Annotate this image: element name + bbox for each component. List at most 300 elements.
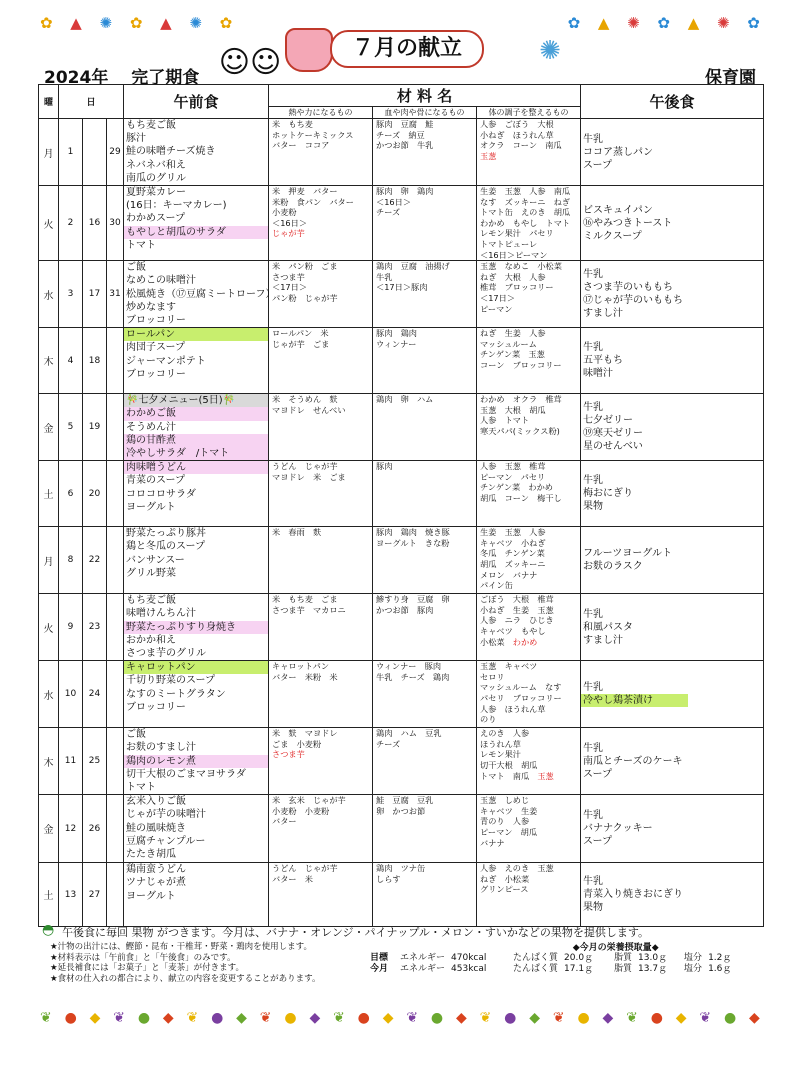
- lunch-item: ロールパン: [124, 328, 268, 341]
- ingredient-line: ねぎ 大根 人参: [480, 271, 546, 282]
- salt-value: 1.6ｇ: [708, 964, 732, 974]
- lunch-item: もち麦ご飯: [126, 120, 177, 131]
- date-cell: 18: [83, 328, 107, 394]
- ingredient-line: 米 もち麦 ごま: [272, 594, 338, 605]
- date-cell: [107, 728, 124, 795]
- snack-item: 牛乳: [583, 742, 604, 754]
- ingredients-header: 材 料 名: [269, 85, 581, 107]
- lunch-cell: [124, 527, 269, 594]
- lunch-item: ブロッコリー: [126, 368, 186, 380]
- ingredient-line: [477, 771, 580, 782]
- date-cell: 11: [59, 728, 83, 795]
- lunch-item: 鮭の味噌チーズ焼き: [126, 146, 216, 158]
- menu-day-row: [39, 728, 764, 795]
- top-decoration: ✿ ▲ ✺ ✿ ▲ ✺ ✿ ✿ ▲ ✺ ✿ ▲ ✺ ✿: [40, 14, 760, 32]
- ingredient-cell-blood: [373, 863, 477, 927]
- snack-item: 果物: [583, 902, 604, 914]
- lunch-item: 味噌けんちん汁: [126, 608, 197, 620]
- ingredient-text: 小松菜: [480, 636, 513, 647]
- snack-item: 梅おにぎり: [583, 488, 634, 500]
- weekday-cell: 火: [39, 186, 59, 261]
- lunch-item: トマト: [126, 782, 157, 794]
- lunch-item: ヨーグルト: [126, 890, 176, 902]
- snack-item: すまし汁: [583, 634, 624, 646]
- snack-cell: [581, 261, 764, 328]
- snack-cell: [581, 186, 764, 261]
- ing-body-header: 体の調子を整えるもの: [477, 107, 581, 119]
- snack-item: 果物: [583, 501, 604, 513]
- ingredient-cell-body: [477, 728, 581, 795]
- ingredient-line: 人参 ほうれん草: [480, 703, 546, 714]
- ingredient-line: わかめ オクラ 椎茸: [480, 394, 562, 405]
- lunch-cell: [124, 394, 269, 461]
- weekday-cell: 金: [39, 795, 59, 863]
- fireworks-icon: ✺: [539, 36, 561, 66]
- lunch-item: 野菜たっぷり豚丼: [126, 528, 207, 540]
- ingredient-line: ピーマン: [480, 303, 513, 314]
- lunch-item: ご飯: [126, 262, 147, 274]
- date-cell: [107, 795, 124, 863]
- lunch-item: 切干大根のごまマヨサラダ: [126, 768, 246, 780]
- ingredient-line: 小ねぎ 生姜 玉葱: [480, 604, 554, 615]
- ingredient-line: 米 パン粉 ごま: [272, 261, 338, 272]
- lunch-item: ジャーマンポテト: [126, 355, 206, 367]
- ingredient-line: ＜16日＞: [272, 217, 308, 228]
- ingredient-cell-blood: [373, 594, 477, 661]
- date-cell: 1: [59, 119, 83, 186]
- snack-item: 牛乳: [583, 876, 604, 888]
- nutrition-title: ◆今月の栄養摂取量◆: [572, 943, 659, 953]
- ingredient-line: [477, 637, 580, 648]
- lunch-item: 鶏南蛮うどん: [126, 864, 187, 876]
- menu-day-row: [39, 863, 764, 927]
- snack-item: ココア蒸しパン: [583, 146, 654, 158]
- snack-item: スープ: [583, 836, 613, 848]
- ingredient-line: マヨドレ 米 ごま: [272, 471, 346, 482]
- ingredient-cell-blood: [373, 661, 477, 728]
- year-label: 2024年: [44, 68, 109, 88]
- snack-item: 牛乳: [583, 608, 604, 620]
- ingredient-line: マッシュルーム なす: [480, 682, 562, 693]
- snack-header: 午後食: [581, 85, 764, 119]
- ingredient-line: 鶏肉 卵 ハム: [376, 394, 434, 405]
- ingredient-line: メロン バナナ: [480, 569, 538, 580]
- ingredient-cell-energy: [269, 863, 373, 927]
- ingredient-cell-body: [477, 863, 581, 927]
- snack-item: 青菜入り焼きおにぎり: [583, 889, 684, 901]
- ingredient-cell-energy: [269, 795, 373, 863]
- ingredient-line: ごま 小麦粉: [272, 738, 322, 749]
- ingredient-cell-energy: [269, 527, 373, 594]
- ingredient-cell-energy: [269, 728, 373, 795]
- ingredient-line: 胡瓜 コーン 梅干し: [480, 492, 562, 503]
- ingredient-line: バター 米粉 米: [272, 671, 338, 682]
- ingredient-line: 人参 トマト: [480, 415, 530, 426]
- ingredient-line: パセリ ブロッコリー: [480, 693, 562, 703]
- ingredient-line: ＜16日＞ピーマン: [480, 249, 548, 260]
- lunch-item: コロコロサラダ: [126, 488, 196, 500]
- ingredient-line: しらす: [376, 873, 401, 884]
- menu-day-row: [39, 527, 764, 594]
- ingredient-line: マッシュルーム: [480, 338, 537, 349]
- snack-item: ⑰じゃが芋のいももち: [583, 295, 684, 307]
- date-cell: 13: [59, 863, 83, 927]
- ingredient-line: ウィンナー: [376, 338, 417, 349]
- snack-item: フルーツヨーグルト: [583, 548, 672, 560]
- weekday-cell: 土: [39, 461, 59, 527]
- snack-cell: [581, 527, 764, 594]
- lunch-item: 肉味噌うどん: [124, 461, 268, 474]
- lunch-item: トマト: [126, 239, 157, 251]
- salt-value: 1.2ｇ: [708, 953, 732, 963]
- lunch-cell: [124, 795, 269, 863]
- menu-day-row: [39, 119, 764, 186]
- ingredient-cell-body: [477, 328, 581, 394]
- ingredient-line: 鶏肉 ハム 豆乳: [376, 728, 442, 739]
- date-cell: 12: [59, 795, 83, 863]
- snack-cell: [581, 661, 764, 728]
- ingredient-line: オクラ コーン 南瓜: [480, 140, 562, 151]
- ingredient-line: わかめ もやし トマト: [480, 217, 571, 228]
- date-cell: 26: [83, 795, 107, 863]
- lunch-item: 青菜のスープ: [126, 475, 186, 487]
- lunch-item: ブロッコリー: [126, 314, 186, 326]
- ingredient-line: 豚肉 鶏肉 焼き豚: [376, 527, 450, 538]
- ingredient-cell-energy: [269, 661, 373, 728]
- lunch-cell: [124, 661, 269, 728]
- protein-label: たんぱく質: [513, 964, 559, 974]
- ingredient-line: ねぎ 生姜 人参: [480, 328, 546, 339]
- weekday-cell: 木: [39, 328, 59, 394]
- ingredient-line: 椎茸 ブロッコリー: [480, 282, 554, 293]
- ingredient-line: ホットケーキミックス: [272, 129, 354, 140]
- ingredient-cell-body: [477, 461, 581, 527]
- lunch-item: 夏野菜カレー: [126, 187, 187, 199]
- ingredient-line: 豚肉 豆腐 鮭: [376, 119, 434, 129]
- ingredient-line: 米粉 食パン バター: [272, 196, 354, 207]
- ingredient-line: 牛乳 チーズ 鶏肉: [376, 671, 450, 682]
- ingredient-line: レモン果汁: [480, 749, 521, 760]
- ingredient-cell-body: [477, 394, 581, 461]
- ingredient-line: 生姜 玉葱 人参 南瓜: [480, 186, 571, 197]
- lunch-cell: [124, 261, 276, 328]
- menu-day-row: [39, 394, 764, 461]
- snack-cell: [581, 119, 764, 186]
- ingredient-line: キャロットパン: [272, 661, 330, 672]
- date-cell: 31: [107, 261, 124, 328]
- ingredient-line: バター ココア: [272, 140, 330, 151]
- snack-item: ⑲寒天ゼリー: [583, 428, 644, 440]
- snack-item: 星のせんべい: [583, 441, 643, 453]
- weekday-cell: 水: [39, 261, 59, 328]
- ingredient-line: 鮭 豆腐 豆乳: [376, 795, 434, 806]
- ingredient-line: チーズ: [376, 738, 401, 749]
- lunch-item: お麩のすまし汁: [126, 742, 197, 754]
- snack-item: 牛乳: [583, 402, 604, 414]
- lunch-item: 南瓜のグリル: [126, 172, 187, 184]
- lunch-item: なすのミートグラタン: [126, 688, 226, 700]
- lunch-item: バンサンスー: [126, 554, 185, 566]
- menu-day-row: [39, 186, 764, 261]
- ingredient-line: うどん じゃが芋: [272, 863, 338, 874]
- note-line: ★材料表示は「午前食」と「午後食」のみです。: [50, 952, 236, 963]
- snack-cell: [581, 863, 764, 927]
- date-cell: 20: [83, 461, 107, 527]
- ingredient-cell-body: [477, 119, 581, 186]
- row-label: 目標: [370, 953, 389, 963]
- lunch-item: そうめん汁: [126, 421, 177, 433]
- ingredient-line: さつま芋: [272, 749, 305, 760]
- ingredient-line: キャベツ 生姜: [480, 805, 538, 816]
- protein-value: 20.0ｇ: [564, 953, 594, 963]
- ingredient-cell-body: [477, 661, 581, 728]
- date-cell: [107, 394, 124, 461]
- ingredient-line: 小ねぎ ほうれん草: [480, 129, 554, 140]
- date-cell: 30: [107, 186, 124, 261]
- nutrition-row-target: [370, 953, 731, 964]
- lunch-item: わかめスープ: [126, 213, 186, 225]
- ingredient-line: ＜17日＞: [480, 292, 516, 303]
- ingredient-line: 人参 ごぼう 大根: [480, 119, 554, 129]
- ingredient-line: かつお節 豚肉: [376, 604, 434, 615]
- ingredient-line: ピーマン 胡瓜: [480, 827, 538, 838]
- lunch-item: もち麦ご飯: [126, 595, 177, 607]
- ingredient-line: レモン果汁 パセリ: [480, 228, 554, 239]
- ingredient-cell-blood: [373, 119, 477, 186]
- ingredient-line: じゃが芋: [272, 228, 305, 239]
- date-cell: 3: [59, 261, 83, 328]
- ingredient-line: 玉葱 しめじ: [480, 795, 530, 806]
- date-cell: 29: [107, 119, 124, 186]
- weekday-cell: 月: [39, 527, 59, 594]
- category-label: 完了期食: [131, 68, 200, 88]
- ingredient-line: のり: [480, 714, 497, 725]
- ingredient-cell-energy: [269, 394, 373, 461]
- lunch-item: キャロットパン: [124, 661, 268, 674]
- ingredient-line: 小麦粉 小麦粉: [272, 805, 330, 816]
- ingredient-line: 玉葱 大根 胡瓜: [480, 404, 546, 415]
- snack-item: 味噌汁: [583, 368, 614, 380]
- date-cell: [107, 527, 124, 594]
- snack-item: ⑯やみつきトースト: [583, 217, 673, 229]
- lunch-item: なめこの味噌汁: [126, 275, 197, 287]
- date-cell: 2: [59, 186, 83, 261]
- weekday-cell: 水: [39, 661, 59, 728]
- weekday-cell: 月: [39, 119, 59, 186]
- ingredient-line: 小麦粉: [272, 207, 297, 218]
- ingredient-line: トマト缶 えのき 胡瓜: [480, 207, 571, 218]
- ingredient-cell-energy: [269, 461, 373, 527]
- snack-item: 牛乳: [583, 475, 604, 487]
- ingredient-line: ヨーグルト きな粉: [376, 537, 450, 548]
- ingredient-line: ＜17日＞: [272, 282, 308, 293]
- snack-item: さつま芋のいももち: [583, 282, 674, 294]
- snack-item: ミルクスープ: [583, 230, 642, 242]
- ingredient-text-red: わかめ: [512, 636, 538, 647]
- ing-blood-header: 血や肉や骨になるもの: [373, 107, 477, 119]
- ingredient-cell-body: [477, 261, 581, 328]
- snack-cell: [581, 728, 764, 795]
- nutrition-row-actual: [370, 964, 731, 975]
- ingredient-line: バナナ: [480, 837, 505, 848]
- snack-item: 五平もち: [583, 355, 624, 367]
- lunch-item: 肉団子スープ: [126, 342, 186, 354]
- ingredient-text-red: 玉葱: [537, 770, 554, 781]
- ingredient-cell-body: [477, 186, 581, 261]
- weekday-cell: 木: [39, 728, 59, 795]
- fat-value: 13.7ｇ: [638, 964, 668, 974]
- ingredient-line: バター: [272, 816, 297, 827]
- ingredient-line: グリンピース: [480, 884, 529, 895]
- fruit-note: 午後食に毎回 果物 がつきます。今月は、バナナ・オレンジ・パイナップル・メロン・すいかなどの果物を提供します。: [62, 926, 650, 939]
- lunch-header: 午前食: [124, 85, 269, 119]
- ingredient-text: トマト 南瓜: [480, 770, 538, 781]
- salt-label: 塩分: [684, 964, 703, 974]
- lunch-item: 鶏と冬瓜のスープ: [126, 541, 206, 553]
- lunch-item: 豆腐チャンプルー: [126, 835, 206, 847]
- ingredient-cell-blood: [373, 186, 477, 261]
- date-cell: 23: [83, 594, 107, 661]
- energy-label: エネルギー: [400, 953, 446, 963]
- snack-item: スープ: [583, 159, 613, 171]
- snack-item: ビスキュイパン: [583, 204, 653, 216]
- ingredient-line: 切干大根 胡瓜: [480, 760, 538, 770]
- ingredient-line: ＜17日＞豚肉: [376, 282, 428, 293]
- menu-day-row: [39, 261, 764, 328]
- ingredient-line: ウィンナー 豚肉: [376, 661, 442, 672]
- ingredient-cell-blood: [373, 394, 477, 461]
- ingredient-line: ピーマン パセリ: [480, 471, 546, 482]
- ingredient-line: バター 米: [272, 873, 313, 884]
- ingredient-cell-energy: [269, 328, 373, 394]
- snack-item: 牛乳: [583, 682, 604, 694]
- date-cell: 17: [83, 261, 107, 328]
- lunch-item: グリル野菜: [126, 567, 177, 579]
- lunch-item: 千切り野菜のスープ: [126, 675, 216, 687]
- ingredient-line: 寒天パパ(ミックス粉): [480, 425, 560, 436]
- energy-value: 453kcal: [451, 964, 487, 974]
- ingredient-line: ごぼう 大根 椎茸: [480, 594, 554, 605]
- lunch-item: 鮭の風味焼き: [126, 822, 187, 834]
- menu-day-row: [39, 661, 764, 728]
- lunch-cell: [124, 594, 269, 661]
- protein-label: たんぱく質: [513, 953, 559, 963]
- snack-cell: [581, 594, 764, 661]
- ingredient-line: チーズ: [376, 207, 401, 218]
- nutrition-summary: [370, 940, 731, 975]
- snack-item: スープ: [583, 768, 613, 780]
- lunch-item: 鶏肉のレモン煮: [124, 755, 268, 768]
- energy-value: 470kcal: [451, 953, 487, 963]
- ingredient-line: チーズ 納豆: [376, 129, 425, 140]
- date-cell: [107, 661, 124, 728]
- snack-item: バナナクッキー: [583, 823, 653, 835]
- snack-item: 牛乳: [583, 342, 604, 354]
- ingredient-cell-blood: [373, 728, 477, 795]
- ingredient-line: 豚肉 卵 鶏肉: [376, 186, 434, 197]
- lunch-item: 冷やしサラダ /トマト: [124, 447, 268, 460]
- ingredient-line: 人参 えのき 玉葱: [480, 863, 554, 874]
- lunch-item: ご飯: [126, 729, 147, 741]
- date-cell: [107, 863, 124, 927]
- lunch-cell: [124, 461, 269, 527]
- weekday-cell: 火: [39, 594, 59, 661]
- ingredient-line: 生姜 玉葱 人参: [480, 527, 546, 538]
- date-cell: 25: [83, 728, 107, 795]
- note-line: ★延長補食には「お菓子」と「麦茶」が付きます。: [50, 963, 244, 973]
- fat-label: 脂質: [614, 964, 633, 974]
- note-line: ★汁物の出汁には、鰹節・昆布・干椎茸・野菜・鶏肉を使用します。: [50, 942, 312, 952]
- ingredient-line: 玉葱 キャベツ: [480, 661, 538, 672]
- ingredient-line: ほうれん草: [480, 738, 521, 749]
- menu-table: [38, 84, 764, 927]
- bottom-decoration: ❦ ● ◆ ❦ ● ◆ ❦ ● ◆ ❦ ● ◆ ❦ ● ◆ ❦ ● ◆ ❦ ● ◆ ❦ ● ◆ ❦ ● ◆ ❦ ● ◆: [40, 1010, 760, 1026]
- snack-cell: [581, 328, 764, 394]
- lunch-cell: [124, 328, 269, 394]
- energy-label: エネルギー: [400, 964, 446, 974]
- ingredient-line: じゃが芋 ごま: [272, 338, 330, 349]
- ingredient-cell-body: [477, 795, 581, 863]
- snack-item: 和風パスタ: [583, 621, 634, 633]
- ingredient-line: 牛乳: [376, 271, 393, 282]
- ingredient-line: 豚肉: [376, 461, 393, 472]
- snack-item: 牛乳: [583, 810, 604, 822]
- ingredient-cell-energy: [269, 119, 373, 186]
- tanabata-dolls-icon: ☺☺: [218, 45, 282, 80]
- date-cell: 6: [59, 461, 83, 527]
- ingredient-cell-energy: [269, 186, 373, 261]
- ingredient-line: 人参 玉葱 椎茸: [480, 461, 546, 472]
- lunch-cell: [124, 863, 269, 927]
- snack-item: 七夕ゼリー: [583, 415, 634, 427]
- date-cell: 8: [59, 527, 83, 594]
- notes-list: [50, 942, 320, 984]
- date-cell: 10: [59, 661, 83, 728]
- lunch-item: もやしと胡瓜のサラダ: [124, 226, 268, 239]
- ingredient-cell-blood: [373, 527, 477, 594]
- date-cell: [107, 594, 124, 661]
- date-cell: [107, 461, 124, 527]
- ingredient-line: ロールパン 米: [272, 328, 329, 339]
- ing-energy-header: 熱や力になるもの: [269, 107, 373, 119]
- ingredient-line: さつま芋 マカロニ: [272, 604, 346, 615]
- snack-item: 牛乳: [583, 269, 604, 281]
- lunch-item: ネバネバ和え: [126, 159, 186, 171]
- ingredient-cell-body: [477, 594, 581, 661]
- ingredient-line: キャベツ もやし: [480, 625, 546, 636]
- ingredient-line: 人参 ニラ ひじき: [480, 615, 554, 626]
- ingredient-cell-energy: [269, 594, 373, 661]
- lunch-item: ヨーグルト: [126, 501, 176, 513]
- lunch-item: 玄米入りご飯: [126, 796, 187, 808]
- ingredient-line: トマトピューレ: [480, 238, 538, 249]
- date-cell: 4: [59, 328, 83, 394]
- protein-value: 17.1ｇ: [564, 964, 594, 974]
- lunch-item: 🎋七夕メニュー(5日)🎋: [124, 394, 268, 407]
- ingredient-line: 米 春雨 麩: [272, 527, 322, 538]
- menu-day-row: [39, 795, 764, 863]
- snack-item: お麩のラスク: [583, 561, 643, 573]
- lunch-item: 炒めなます: [126, 301, 177, 313]
- ingredient-line: キャベツ 小ねぎ: [480, 537, 546, 548]
- fat-value: 13.0ｇ: [638, 953, 668, 963]
- ingredient-line: 米 そうめん 麩: [272, 394, 338, 405]
- watermelon-icon: ◓: [42, 922, 55, 938]
- ingredient-cell-blood: [373, 328, 477, 394]
- ingredient-line: さつま芋: [272, 271, 305, 282]
- snack-item: 冷やし鶏茶漬け: [581, 694, 688, 707]
- cooking-pot-icon: [285, 28, 333, 72]
